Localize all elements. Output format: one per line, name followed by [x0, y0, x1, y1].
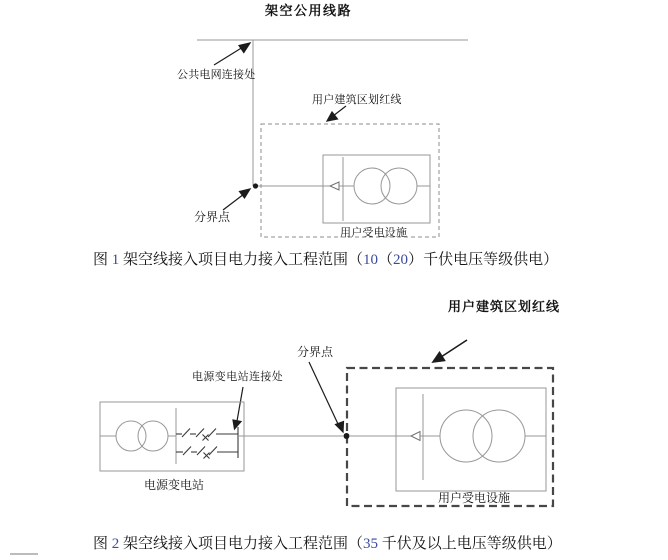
fig1-boundary-point-label: 分界点 — [194, 210, 231, 224]
caption1-body: 架空线接入项目电力接入工程范围（ — [119, 252, 364, 268]
fig2-redline-boundary — [347, 368, 553, 506]
fig1-boundary-point-dot — [253, 183, 258, 188]
fig2-redline-arrow-icon — [433, 340, 467, 362]
breaker-x-icon — [203, 435, 209, 441]
caption2-value1: 35 — [363, 536, 379, 552]
fig2-substation-label: 电源变电站 — [144, 478, 205, 492]
fig1-grid-connection-label: 公共电网连接处 — [177, 69, 256, 81]
figure2-caption — [93, 532, 562, 553]
fig1-user-facility-label: 用户受电设施 — [340, 227, 408, 239]
fig1-redline-boundary — [261, 124, 439, 237]
fig2-transformer-icon — [440, 410, 525, 462]
substation-connection-leader-icon — [233, 387, 243, 429]
fig1-transformer-icon — [354, 168, 417, 204]
fig1-redline-label: 用户建筑区划红线 — [312, 94, 402, 106]
fig2-boundary-point-dot — [344, 433, 350, 439]
caption2-fig: 图 — [93, 536, 112, 552]
fig1-title: 架空公用线路 — [265, 3, 353, 18]
fig1-redline-arrow-icon — [327, 106, 346, 121]
fig2-boundary-point-label: 分界点 — [297, 345, 334, 359]
caption1-number: 1 — [111, 252, 120, 268]
caption1-fig: 图 — [93, 252, 112, 268]
fig1-intake-triangle-icon — [330, 182, 339, 190]
fig2-intake-triangle-icon — [411, 432, 420, 441]
grid-connection-arrow-icon — [214, 43, 250, 65]
fig2-redline-label: 用户建筑区划红线 — [448, 299, 561, 314]
caption2-body: 架空线接入项目电力接入工程范围（ — [119, 536, 364, 552]
caption1-value2: 20 — [393, 252, 409, 268]
fig2-user-facility-label: 用户受电设施 — [438, 491, 511, 505]
figure1-caption: 图 1 架空线接入项目电力接入工程范围（10（20）千伏电压等级供电） — [93, 252, 559, 268]
breaker-x-icon — [204, 453, 210, 459]
fig1-boundary-arrow-icon — [223, 189, 250, 210]
fig2-boundary-leader-icon — [309, 362, 344, 432]
caption1-tail: 千伏电压等级供电） — [423, 252, 559, 268]
fig2-substation-connection-label: 电源变电站连接处 — [192, 371, 284, 383]
switchgear-icons — [176, 427, 238, 459]
caption1-value1: 10 — [363, 252, 379, 268]
caption2-number: 2 — [111, 536, 120, 552]
substation-transformer-icon — [116, 421, 168, 451]
caption2-tail: 千伏及以上电压等级供电） — [378, 536, 562, 552]
